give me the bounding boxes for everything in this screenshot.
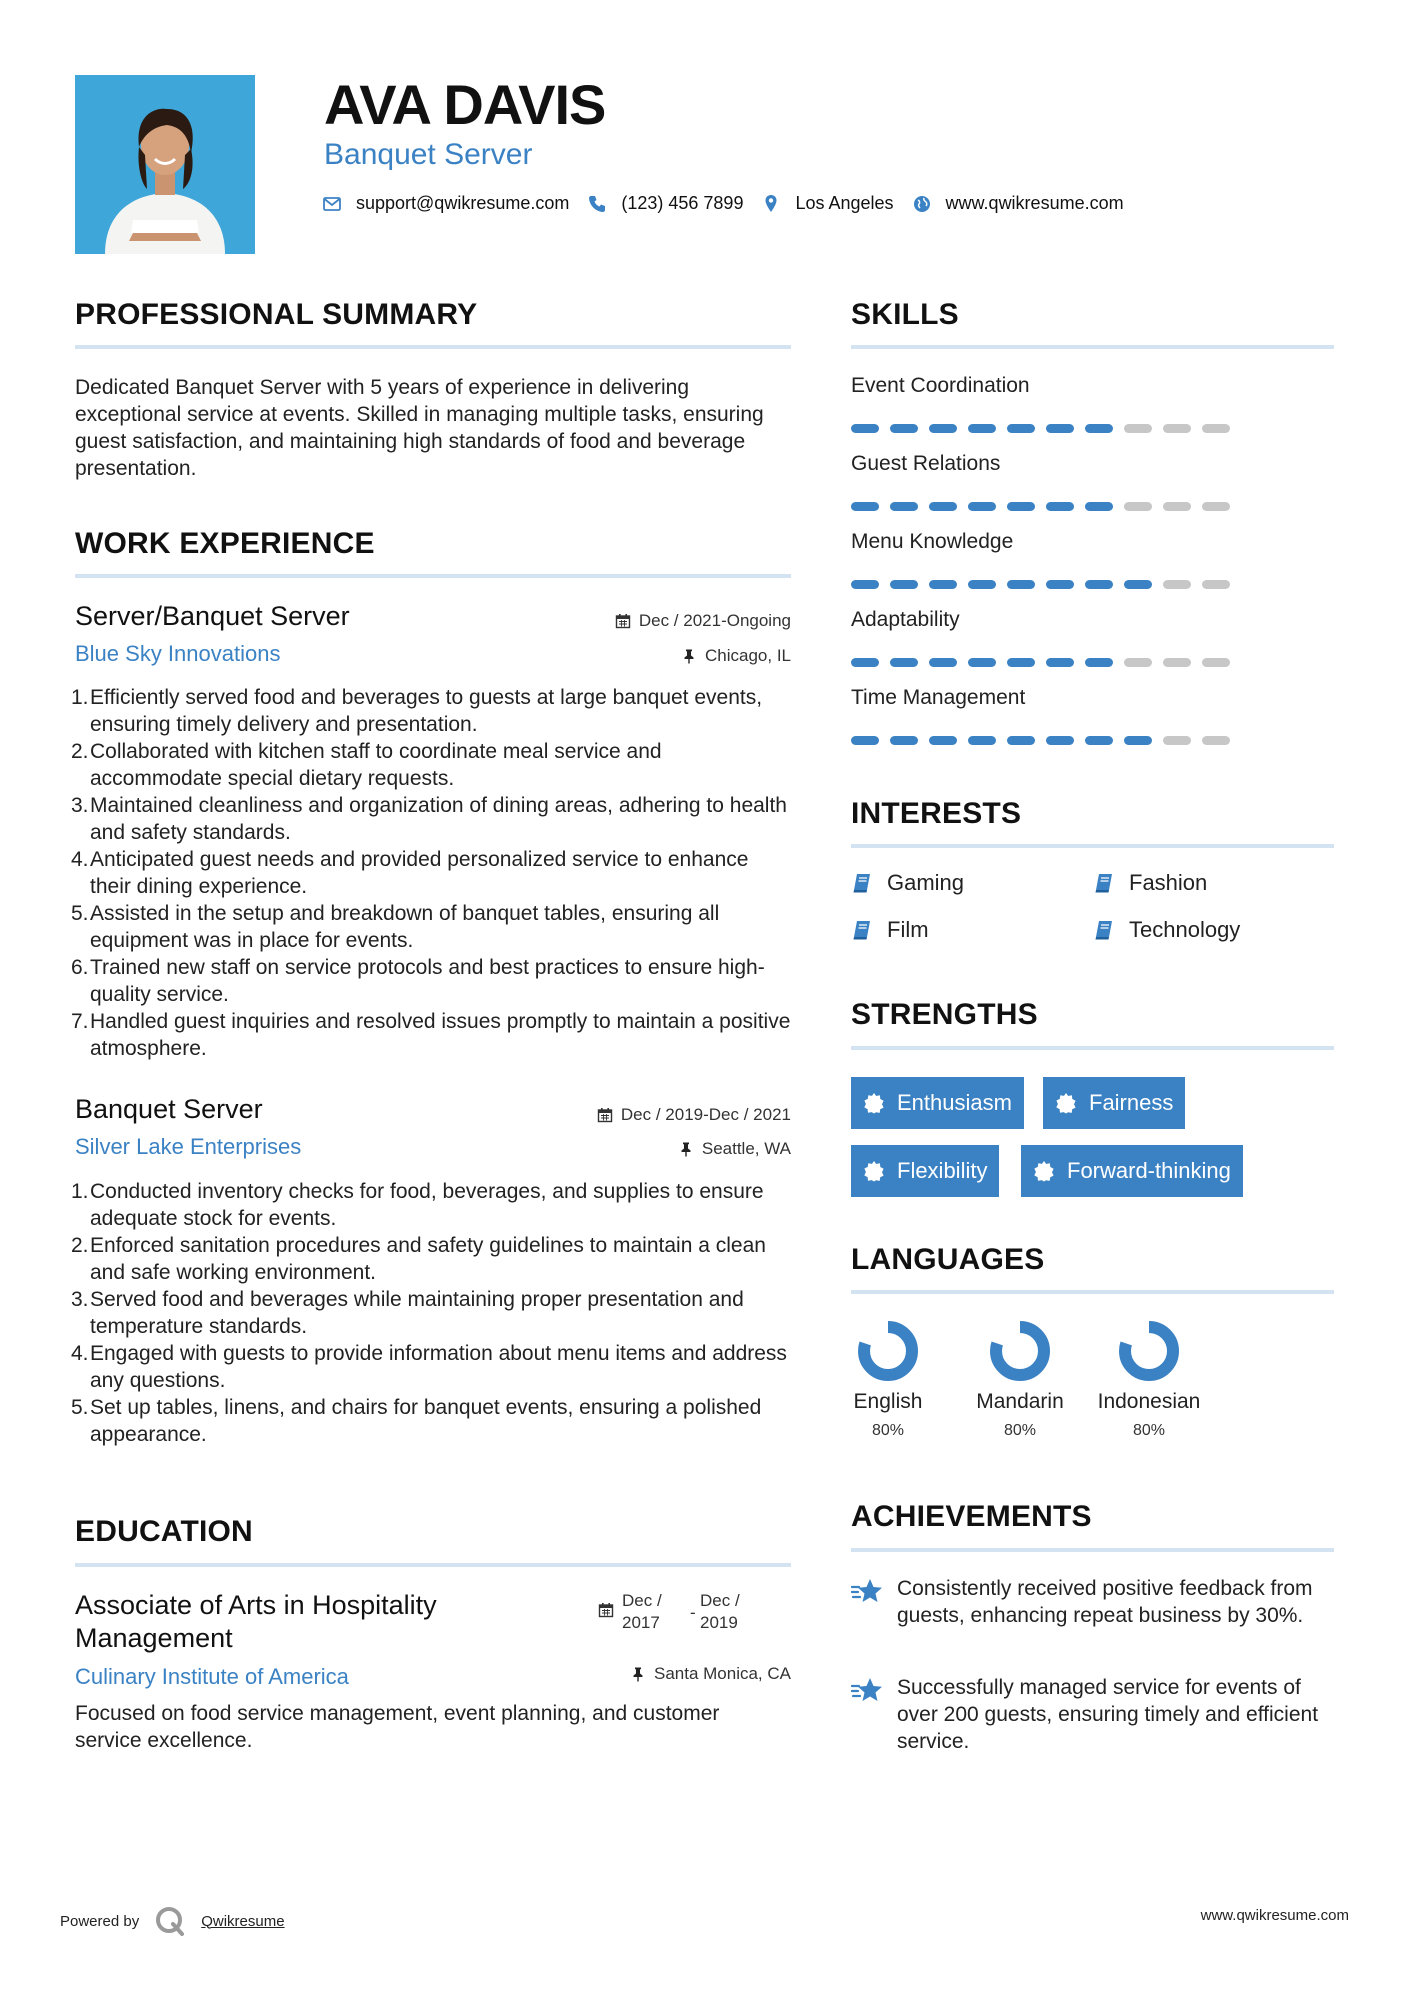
contact-phone[interactable] [587, 193, 743, 214]
strength-badge: Flexibility [851, 1145, 999, 1197]
skill-meter [851, 736, 1241, 745]
star-icon [851, 1577, 883, 1607]
skill-dot-empty [1163, 424, 1191, 433]
skill-dot-filled [851, 736, 879, 745]
strength-badge: Fairness [1043, 1077, 1185, 1129]
calendar-icon [597, 1107, 613, 1123]
map-pin-icon [761, 194, 781, 214]
skills-heading: SKILLS [851, 298, 959, 331]
phone-text: (123) 456 7899 [621, 193, 744, 213]
skill-dot-empty [1163, 502, 1191, 511]
strength-badge: Enthusiasm [851, 1077, 1024, 1129]
list-item: 7. Handled guest inquiries and resolved issues promptly to maintain a positive atmosphere. [71, 1010, 791, 1060]
contact-bar [322, 193, 1142, 214]
language-percent: 80% [1132, 1422, 1166, 1439]
footer-powered-by [60, 1904, 285, 1938]
interest-item: Technology [1093, 917, 1240, 943]
job-date [491, 1105, 791, 1125]
skill-dot-filled [851, 424, 879, 433]
summary-text: Dedicated Banquet Server with 5 years of experience in delivering exceptional service at events. Skilled in managing multiple tasks, ensuring guest satisfaction, and maintaining high standards of food and beverage presentation. [75, 376, 764, 480]
badge-icon [1055, 1092, 1077, 1114]
skill-dot-filled [1007, 580, 1035, 589]
education-description: Focused on food service management, event planning, and customer service excellence. [75, 1702, 720, 1752]
skill-dot-filled [929, 658, 957, 667]
skill-dot-empty [1202, 658, 1230, 667]
job-location [491, 646, 791, 666]
education-divider [75, 1563, 791, 1567]
language-name: English [853, 1390, 923, 1413]
skill-dot-filled [1085, 424, 1113, 433]
skill-meter [851, 424, 1241, 433]
location-text: Los Angeles [795, 193, 894, 213]
pushpin-icon [681, 648, 697, 664]
skill-dot-empty [1202, 736, 1230, 745]
skill-dot-empty [1124, 658, 1152, 667]
skill-dot-empty [1163, 736, 1191, 745]
job-location [491, 1139, 791, 1159]
language-progress-arc [864, 1327, 912, 1375]
skill-dot-filled [968, 580, 996, 589]
star-icon [851, 1676, 883, 1706]
skill-dot-filled [968, 502, 996, 511]
interest-item: Gaming [851, 870, 964, 896]
job-title: Banquet Server [75, 1094, 263, 1124]
skill-dot-filled [890, 502, 918, 511]
candidate-role: Banquet Server [324, 138, 533, 171]
phone-icon [587, 194, 607, 214]
skill-dot-filled [929, 424, 957, 433]
languages-divider [851, 1290, 1334, 1294]
job-title: Server/Banquet Server [75, 601, 350, 631]
skill-dot-filled [1007, 502, 1035, 511]
achievements-divider [851, 1548, 1334, 1552]
pushpin-icon [678, 1141, 694, 1157]
interest-item: Film [851, 917, 929, 943]
skills-divider [851, 345, 1334, 349]
list-item: 5. Set up tables, linens, and chairs for banquet events, ensuring a polished appearance. [71, 1396, 762, 1446]
skill-dot-filled [929, 502, 957, 511]
skill-name: Menu Knowledge [851, 530, 1014, 553]
end-date: Dec / 2019 [700, 1591, 740, 1632]
language-item [1084, 1320, 1214, 1440]
email-text: support@qwikresume.com [356, 193, 570, 213]
interests-divider [851, 844, 1334, 848]
skill-dot-filled [1124, 580, 1152, 589]
school-location [491, 1664, 791, 1684]
skill-dot-filled [1085, 580, 1113, 589]
language-name: Indonesian [1097, 1390, 1201, 1413]
skill-dot-empty [1202, 580, 1230, 589]
candidate-name: AVA DAVIS [324, 73, 606, 136]
school-name: Culinary Institute of America [75, 1664, 349, 1689]
list-item: 1. Efficiently served food and beverages to guests at large banquet events, ensuring timely delivery and presentation. [71, 686, 763, 736]
skill-dot-filled [1046, 580, 1074, 589]
skill-dot-empty [1202, 424, 1230, 433]
pushpin-icon [630, 1666, 646, 1682]
language-item [955, 1320, 1085, 1440]
skill-dot-empty [1202, 502, 1230, 511]
skill-dot-filled [968, 658, 996, 667]
list-item: 4. Engaged with guests to provide information about menu items and address any questions. [71, 1342, 787, 1392]
skill-dot-filled [1085, 502, 1113, 511]
list-item: 1. Conducted inventory checks for food, beverages, and supplies to ensure adequate stock for events. [71, 1180, 764, 1230]
job-date-text: Dec / 2019-Dec / 2021 [620, 1105, 791, 1124]
strengths-divider [851, 1046, 1334, 1050]
list-item: 2. Collaborated with kitchen staff to coordinate meal service and accommodate special dietary requests. [71, 740, 662, 790]
degree-line-1: Associate of Arts in Hospitality [75, 1590, 437, 1620]
language-progress-arc [996, 1327, 1044, 1375]
skill-dot-filled [1046, 736, 1074, 745]
language-item [823, 1320, 953, 1440]
skill-dot-filled [968, 736, 996, 745]
skill-dot-empty [1163, 658, 1191, 667]
achievements-heading: ACHIEVEMENTS [851, 1500, 1092, 1533]
skill-dot-filled [929, 580, 957, 589]
achievement-item: Successfully managed service for events of over 200 guests, ensuring timely and efficient service. [851, 1674, 1331, 1755]
skill-dot-filled [890, 658, 918, 667]
skill-dot-empty [1163, 580, 1191, 589]
globe-icon [912, 194, 932, 214]
education-heading: EDUCATION [75, 1515, 253, 1548]
language-percent: 80% [871, 1422, 905, 1439]
degree-title [75, 1589, 437, 1655]
skill-dot-filled [1046, 424, 1074, 433]
languages-heading: LANGUAGES [851, 1243, 1045, 1276]
skill-dot-filled [1046, 658, 1074, 667]
job-location-text: Seattle, WA [701, 1139, 791, 1158]
badge-icon [1033, 1160, 1055, 1182]
strength-badge: Forward-thinking [1021, 1145, 1243, 1197]
skill-dot-filled [1124, 736, 1152, 745]
profile-photo [75, 75, 255, 254]
skill-dot-filled [1085, 658, 1113, 667]
skill-dot-filled [1046, 502, 1074, 511]
skill-dot-empty [1124, 502, 1152, 511]
skill-name: Event Coordination [851, 374, 1030, 397]
contact-location [761, 193, 893, 214]
skill-dot-filled [851, 502, 879, 511]
skill-dot-filled [851, 658, 879, 667]
skill-dot-filled [1007, 658, 1035, 667]
language-name: Mandarin [976, 1390, 1064, 1413]
experience-heading: WORK EXPERIENCE [75, 527, 375, 560]
skill-dot-filled [890, 580, 918, 589]
book-icon [851, 919, 873, 941]
interests-heading: INTERESTS [851, 797, 1022, 830]
book-icon [851, 872, 873, 894]
calendar-icon [615, 613, 631, 629]
skill-dot-filled [968, 424, 996, 433]
skill-dot-filled [1007, 424, 1035, 433]
date-dash: - [690, 1603, 696, 1622]
list-item: 6. Trained new staff on service protocols and best practices to ensure high-quality service. [71, 956, 765, 1006]
envelope-icon [322, 194, 342, 214]
skill-dot-filled [890, 736, 918, 745]
skill-dot-filled [1085, 736, 1113, 745]
language-progress-arc [1125, 1327, 1173, 1375]
summary-heading: PROFESSIONAL SUMMARY [75, 298, 478, 331]
contact-website[interactable] [912, 193, 1124, 214]
skill-name: Adaptability [851, 608, 960, 631]
skill-name: Time Management [851, 686, 1026, 709]
job-location-text: Chicago, IL [705, 646, 791, 665]
calendar-icon [598, 1602, 614, 1618]
website-text: www.qwikresume.com [945, 193, 1124, 213]
brand-link[interactable]: Qwikresume [201, 1912, 285, 1930]
job-date [491, 611, 791, 631]
book-icon [1093, 872, 1115, 894]
skill-dot-empty [1124, 424, 1152, 433]
company-name: Blue Sky Innovations [75, 641, 281, 666]
summary-divider [75, 345, 791, 349]
experience-divider [75, 574, 791, 578]
badge-icon [863, 1160, 885, 1182]
badge-icon [863, 1092, 885, 1114]
start-date: Dec / 2017 [622, 1591, 662, 1632]
strengths-heading: STRENGTHS [851, 998, 1038, 1031]
qwikresume-logo-icon [153, 1904, 187, 1938]
book-icon [1093, 919, 1115, 941]
achievement-item: Consistently received positive feedback from guests, enhancing repeat business by 30%. [851, 1575, 1331, 1629]
school-location-text: Santa Monica, CA [653, 1664, 791, 1683]
skill-dot-filled [851, 580, 879, 589]
contact-email[interactable] [322, 193, 569, 214]
footer-website[interactable]: www.qwikresume.com [1200, 1907, 1349, 1924]
powered-by-label: Powered by [60, 1912, 140, 1930]
person-illustration [75, 75, 255, 254]
interest-item: Fashion [1093, 870, 1207, 896]
list-item: 5. Assisted in the setup and breakdown of banquet tables, ensuring all equipment was in place for events. [71, 902, 720, 952]
skill-meter [851, 502, 1241, 511]
job-duties-list [71, 684, 795, 1062]
list-item: 2. Enforced sanitation procedures and safety guidelines to maintain a clean and safe working environment. [71, 1234, 766, 1284]
education-dates [598, 1590, 740, 1634]
job-duties-list [71, 1178, 795, 1448]
language-ring [1118, 1320, 1180, 1382]
language-ring [989, 1320, 1051, 1382]
skill-dot-filled [1007, 736, 1035, 745]
skill-meter [851, 658, 1241, 667]
list-item: 3. Served food and beverages while maintaining proper presentation and temperature standards. [71, 1288, 744, 1338]
skill-name: Guest Relations [851, 452, 1001, 475]
company-name: Silver Lake Enterprises [75, 1134, 302, 1159]
list-item: 3. Maintained cleanliness and organization of dining areas, adhering to health and safety standards. [71, 794, 787, 844]
skill-dot-filled [890, 424, 918, 433]
skill-meter [851, 580, 1241, 589]
degree-line-2: Management [75, 1623, 233, 1653]
skill-dot-filled [929, 736, 957, 745]
language-percent: 80% [1003, 1422, 1037, 1439]
language-ring [857, 1320, 919, 1382]
list-item: 4. Anticipated guest needs and provided personalized service to enhance their dining experience. [71, 848, 749, 898]
job-date-text: Dec / 2021-Ongoing [638, 611, 791, 630]
